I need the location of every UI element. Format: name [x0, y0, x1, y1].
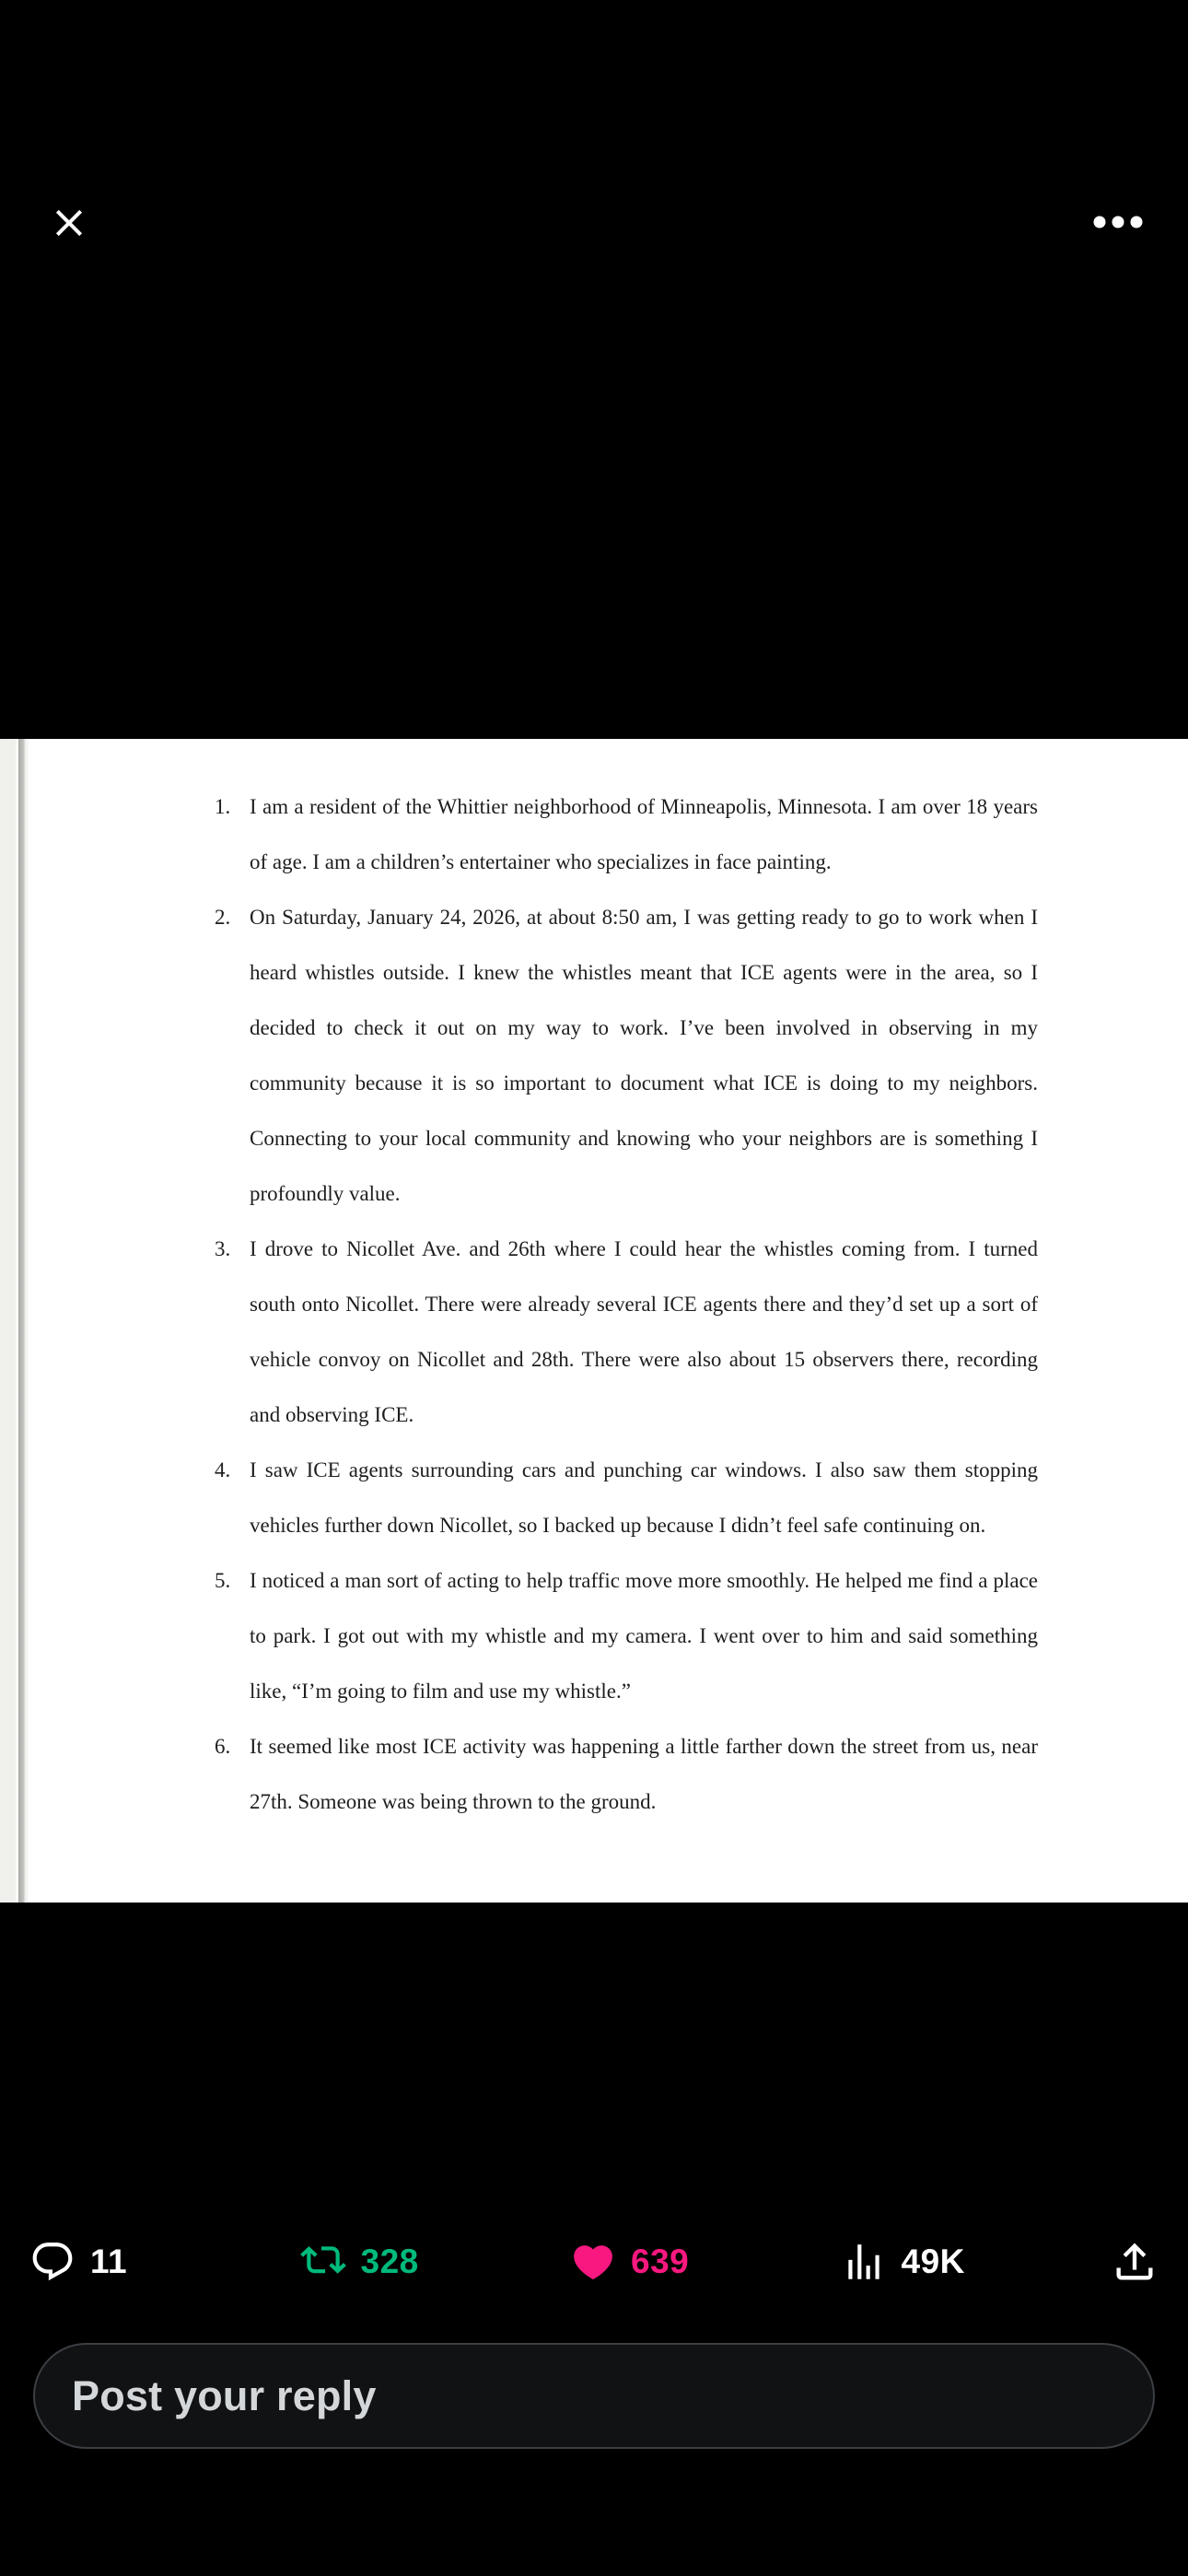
- list-item: [215, 1553, 1038, 1719]
- list-item-text: I drove to Nicollet Ave. and 26th where I could hear the whistles coming from. I turned south onto Nicollet. There were already several ICE agents there and they’d set up a sort of vehicle convoy on Nicollet and 28th. There were also about 15 observers there, recording and observing ICE.: [250, 1237, 1038, 1426]
- repost-icon: [300, 2239, 346, 2285]
- list-item-number: 4.: [215, 1458, 231, 1481]
- like-button[interactable]: [570, 2239, 841, 2285]
- reply-count: 11: [90, 2242, 128, 2280]
- reply-input[interactable]: [33, 2343, 1155, 2449]
- list-item-text: It seemed like most ICE activity was happening a little farther down the street from us, near 27th. Someone was being thrown to the ground.: [250, 1735, 1038, 1813]
- list-item-text: I noticed a man sort of acting to help traffic move more smoothly. He helped me find a place to park. I got out with my whistle and my camera. I went over to him and said something like, “I’m going to film and use my whistle.”: [250, 1569, 1038, 1703]
- reply-button[interactable]: [29, 2239, 300, 2285]
- list-item-number: 3.: [215, 1237, 231, 1260]
- views-chart-icon: [841, 2239, 887, 2285]
- list-item-number: 2.: [215, 906, 231, 929]
- like-heart-icon: [570, 2239, 616, 2285]
- engagement-bar: [0, 2214, 1188, 2310]
- reply-icon: [29, 2239, 76, 2285]
- list-item: [215, 1222, 1038, 1443]
- repost-count: 328: [360, 2242, 419, 2280]
- attached-document-image[interactable]: [0, 739, 1188, 1903]
- view-count: 49K: [901, 2242, 965, 2280]
- views-button[interactable]: [841, 2239, 1112, 2285]
- list-item: [215, 890, 1038, 1222]
- close-button[interactable]: [42, 197, 96, 251]
- viewer-topbar: [0, 0, 1188, 295]
- list-item: [215, 1719, 1038, 1830]
- repost-button[interactable]: [300, 2239, 571, 2285]
- document-numbered-list: [215, 779, 1038, 1830]
- list-item: [215, 1443, 1038, 1553]
- page-edge-shadow: [0, 739, 33, 1903]
- like-count: 639: [631, 2242, 690, 2280]
- list-item-number: 1.: [215, 795, 231, 818]
- share-icon: [1111, 2238, 1159, 2286]
- list-item-number: 5.: [215, 1569, 231, 1592]
- reply-placeholder: Post your reply: [72, 2371, 377, 2419]
- share-button[interactable]: [1111, 2238, 1159, 2286]
- list-item-text: On Saturday, January 24, 2026, at about 8:50 am, I was getting ready to go to work when I heard whistles outside. I knew the whistles meant that ICE agents were in the area, so I decided to check it out on my way to work. I’ve been involved in observing in my community because it is so important to document what ICE is doing to my neighbors. Connecting to your local community and knowing who your neighbors are is something I profoundly value.: [250, 906, 1038, 1205]
- more-options-button[interactable]: [1089, 201, 1147, 245]
- list-item: [215, 779, 1038, 890]
- list-item-text: I am a resident of the Whittier neighborhood of Minneapolis, Minnesota. I am over 18 years of age. I am a children’s entertainer who specializes in face painting.: [250, 795, 1038, 873]
- more-horizontal-icon: [1090, 213, 1146, 234]
- list-item-number: 6.: [215, 1735, 231, 1758]
- close-icon: [48, 202, 90, 247]
- list-item-text: I saw ICE agents surrounding cars and punching car windows. I also saw them stopping vehicles further down Nicollet, so I backed up because I didn’t feel safe continuing on.: [250, 1458, 1038, 1537]
